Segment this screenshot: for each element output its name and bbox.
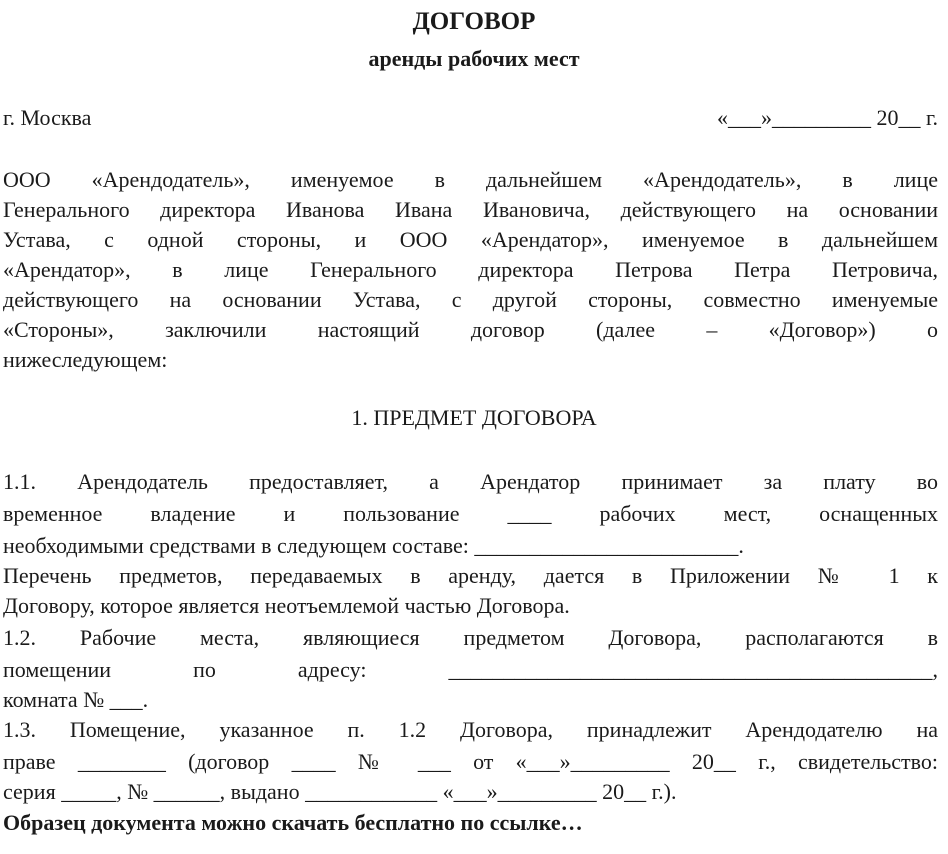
preamble-line: нижеследующем: <box>3 347 168 372</box>
clause-line: праве ________ (договор ____ № ___ от «___»_________ 20__ г., свидетельство: <box>3 749 938 774</box>
clause-line: временное владение и пользование ____ рабочих мест, оснащенных <box>3 501 938 526</box>
city: г. Москва <box>3 105 92 130</box>
date-placeholder: «___»_________ 20__ г. <box>716 105 938 130</box>
download-link-note[interactable]: Образец документа можно скачать бесплатно по ссылке… <box>3 810 583 835</box>
clause-line: Договору, которое является неотъемлемой частью Договора. <box>3 593 570 618</box>
preamble-line: Генерального директора Иванова Ивана Ивановича, действующего на основании <box>3 197 938 222</box>
clause-line: 1.3. Помещение, указанное п. 1.2 Договора, принадлежит Арендодателю на <box>3 717 938 742</box>
preamble-line: «Стороны», заключили настоящий договор (далее – «Договор») о <box>3 317 938 342</box>
clause-line: помещении по адресу: ____________________________________________, <box>3 657 938 682</box>
document-subtitle: аренды рабочих мест <box>368 46 580 71</box>
preamble-line: Устава, с одной стороны, и ООО «Арендатор», именуемое в дальнейшем <box>3 227 938 252</box>
preamble-line: ООО «Арендодатель», именуемое в дальнейшем «Арендодатель», в лице <box>3 167 938 192</box>
clause-line: комната № ___. <box>3 687 149 712</box>
clause-line: Перечень предметов, передаваемых в аренду, дается в Приложении № 1 к <box>3 563 938 588</box>
preamble-line: действующего на основании Устава, с другой стороны, совместно именуемые <box>3 287 938 312</box>
clause-line: серия _____, № ______, выдано ____________ «___»_________ 20__ г.). <box>3 779 677 804</box>
clause-line: необходимыми средствами в следующем составе: ________________________. <box>3 533 744 558</box>
section-heading: 1. ПРЕДМЕТ ДОГОВОРА <box>351 405 597 430</box>
clause-line: 1.2. Рабочие места, являющиеся предметом Договора, располагаются в <box>3 625 938 650</box>
document-title: ДОГОВОР <box>412 8 536 35</box>
preamble-line: «Арендатор», в лице Генерального директора Петрова Петра Петровича, <box>3 257 938 282</box>
clause-line: 1.1. Арендодатель предоставляет, а Арендатор принимает за плату во <box>3 469 938 494</box>
